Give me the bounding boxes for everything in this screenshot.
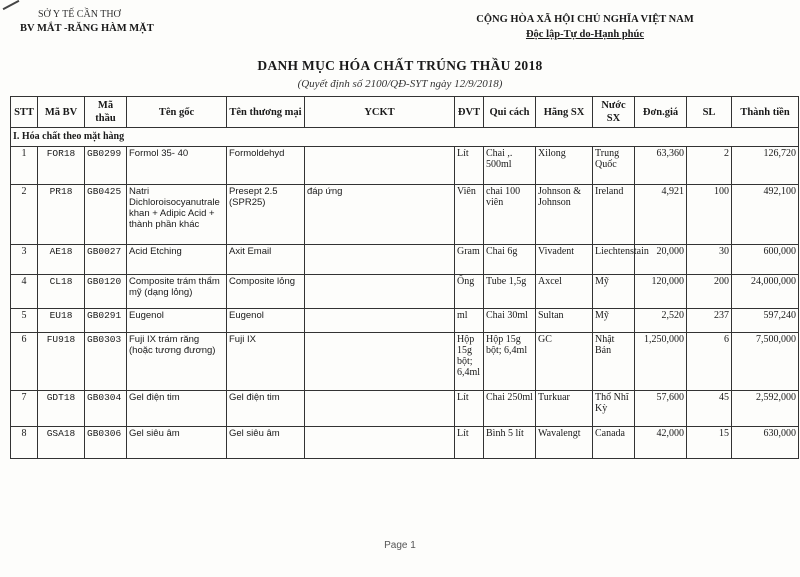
chemicals-table [10,96,799,459]
cell-thanh-tien: 630,000 [732,427,799,459]
cell-don-gia: 2,520 [635,309,687,333]
cell-stt: 8 [11,427,38,459]
cell-qui-cach: Chai 30ml [484,309,536,333]
cell-sl: 200 [687,275,732,309]
cell-yckt [305,309,455,333]
cell-nuoc-sx: Liechtenstain [593,245,635,275]
cell-thanh-tien: 600,000 [732,245,799,275]
cell-don-gia: 1,250,000 [635,333,687,391]
table-row [11,275,799,309]
cell-stt: 1 [11,147,38,185]
cell-ten-thuong-mai: Fuji IX [227,333,305,391]
cell-sl: 100 [687,185,732,245]
cell-ma-bv: AE18 [38,245,85,275]
cell-stt: 4 [11,275,38,309]
cell-ten-thuong-mai: Gel siêu âm [227,427,305,459]
cell-ma-bv: FOR18 [38,147,85,185]
cell-dvt: Viên [455,185,484,245]
cell-nuoc-sx: Mỹ [593,275,635,309]
table-header-row [11,97,799,128]
cell-ten-goc: Eugenol [127,309,227,333]
cell-ten-thuong-mai: Gel điện tim [227,391,305,427]
cell-stt: 5 [11,309,38,333]
cell-hang-sx: Wavalengt [536,427,593,459]
column-header: ĐVT [455,97,484,128]
cell-thanh-tien: 2,592,000 [732,391,799,427]
column-header: Mã BV [38,97,85,128]
table-row [11,309,799,333]
column-header: SL [687,97,732,128]
cell-stt: 6 [11,333,38,391]
column-header: Thành tiền [732,97,799,128]
cell-yckt [305,391,455,427]
column-header: Đơn.giá [635,97,687,128]
national-header [440,12,730,42]
cell-don-gia: 20,000 [635,245,687,275]
cell-don-gia: 57,600 [635,391,687,427]
cell-ma-bv: GDT18 [38,391,85,427]
cell-ma-bv: FU918 [38,333,85,391]
document-subtitle: (Quyết định số 2100/QĐ-SYT ngày 12/9/2018) [297,78,503,90]
cell-dvt: Gram [455,245,484,275]
cell-don-gia: 42,000 [635,427,687,459]
cell-qui-cach: Hộp 15g bột; 6,4ml [484,333,536,391]
column-header: Hãng SX [536,97,593,128]
column-header: Qui cách [484,97,536,128]
cell-nuoc-sx: Nhật Bản [593,333,635,391]
cell-ma-thau: GB0120 [85,275,127,309]
cell-yckt: đáp ứng [305,185,455,245]
cell-hang-sx: Sultan [536,309,593,333]
cell-hang-sx: Turkuar [536,391,593,427]
cell-hang-sx: Johnson & Johnson [536,185,593,245]
cell-thanh-tien: 597,240 [732,309,799,333]
page-number: Page 1 [384,540,416,551]
cell-sl: 45 [687,391,732,427]
table-row [11,427,799,459]
cell-ma-thau: GB0027 [85,245,127,275]
cell-ten-goc: Composite trám thẩm mỹ (dạng lỏng) [127,275,227,309]
cell-nuoc-sx: Mỹ [593,309,635,333]
cell-stt: 3 [11,245,38,275]
cell-nuoc-sx: Canada [593,427,635,459]
cell-ma-thau: GB0299 [85,147,127,185]
cell-don-gia: 4,921 [635,185,687,245]
cell-yckt [305,147,455,185]
cell-nuoc-sx: Ireland [593,185,635,245]
cell-ma-thau: GB0291 [85,309,127,333]
cell-nuoc-sx: Trung Quốc [593,147,635,185]
cell-dvt: Hộp 15g bột; 6,4ml [455,333,484,391]
cell-qui-cach: Chai ,. 500ml [484,147,536,185]
table-row [11,245,799,275]
column-header: Tên gốc [127,97,227,128]
cell-nuoc-sx: Thổ Nhĩ Kỳ [593,391,635,427]
cell-thanh-tien: 7,500,000 [732,333,799,391]
cell-ten-thuong-mai: Formoldehyd [227,147,305,185]
cell-ten-goc: Gel điện tim [127,391,227,427]
cell-dvt: Ống [455,275,484,309]
country-name: CỘNG HÒA XÃ HỘI CHỦ NGHĨA VIỆT NAM [476,14,694,25]
cell-qui-cach: Chai 6g [484,245,536,275]
cell-ten-thuong-mai: Axit Email [227,245,305,275]
cell-dvt: ml [455,309,484,333]
section-row [11,128,799,147]
column-header: Mã thầu [85,97,127,128]
cell-yckt [305,427,455,459]
national-motto: Độc lập-Tự do-Hạnh phúc [525,29,645,40]
cell-qui-cach: Tube 1,5g [484,275,536,309]
cell-stt: 7 [11,391,38,427]
cell-yckt [305,275,455,309]
cell-dvt: Lít [455,427,484,459]
column-header: Tên thương mại [227,97,305,128]
table-row [11,147,799,185]
cell-don-gia: 63,360 [635,147,687,185]
cell-ma-thau: GB0304 [85,391,127,427]
cell-hang-sx: Xilong [536,147,593,185]
cell-dvt: Lít [455,147,484,185]
cell-thanh-tien: 126,720 [732,147,799,185]
cell-hang-sx: Vivadent [536,245,593,275]
column-header: STT [11,97,38,128]
document-title: DANH MỤC HÓA CHẤT TRÚNG THẦU 2018 [257,58,543,73]
cell-ma-bv: EU18 [38,309,85,333]
cell-yckt [305,245,455,275]
cell-stt: 2 [11,185,38,245]
cell-hang-sx: GC [536,333,593,391]
cell-qui-cach: Chai 250ml [484,391,536,427]
cell-ma-thau: GB0306 [85,427,127,459]
cell-ten-thuong-mai: Composite lỏng [227,275,305,309]
cell-ten-goc: Formol 35- 40 [127,147,227,185]
cell-sl: 6 [687,333,732,391]
cell-qui-cach: chai 100 viên [484,185,536,245]
table-row [11,333,799,391]
pen-mark [3,0,20,10]
cell-ma-thau: GB0303 [85,333,127,391]
cell-yckt [305,333,455,391]
cell-thanh-tien: 24,000,000 [732,275,799,309]
cell-sl: 2 [687,147,732,185]
cell-sl: 30 [687,245,732,275]
cell-ten-goc: Gel siêu âm [127,427,227,459]
department-name: SỞ Y TẾ CẦN THƠ [38,9,121,20]
table-row [11,185,799,245]
cell-ten-thuong-mai: Eugenol [227,309,305,333]
cell-qui-cach: Bình 5 lít [484,427,536,459]
cell-ma-bv: CL18 [38,275,85,309]
column-header: YCKT [305,97,455,128]
section-label: I. Hóa chất theo mặt hàng [11,128,799,147]
cell-ten-goc: Acid Etching [127,245,227,275]
cell-sl: 15 [687,427,732,459]
cell-dvt: Lít [455,391,484,427]
column-header: Nước SX [593,97,635,128]
cell-ten-thuong-mai: Presept 2.5 (SPR25) [227,185,305,245]
cell-thanh-tien: 492,100 [732,185,799,245]
cell-hang-sx: Axcel [536,275,593,309]
cell-ma-bv: GSA18 [38,427,85,459]
hospital-name: BV MẮT -RĂNG HÀM MẶT [20,23,154,34]
cell-ma-thau: GB0425 [85,185,127,245]
cell-ten-goc: Fuji IX trám răng (hoặc tương đương) [127,333,227,391]
table-row [11,391,799,427]
cell-don-gia: 120,000 [635,275,687,309]
cell-sl: 237 [687,309,732,333]
cell-ten-goc: Natri Dichloroisocyanutrale khan + Adipic Acid + thành phần khác [127,185,227,245]
cell-ma-bv: PR18 [38,185,85,245]
organization-header [20,8,154,36]
